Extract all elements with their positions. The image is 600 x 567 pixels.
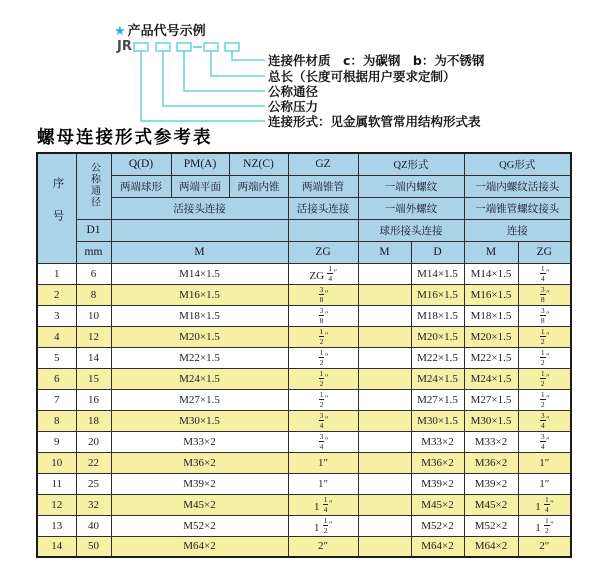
fraction: $\frac{1}{4}$	[323, 494, 328, 514]
cell-serial: 13	[37, 515, 76, 536]
fraction: $\frac{3}{4}$	[319, 431, 324, 451]
cell-nominal-diameter: 20	[76, 431, 111, 452]
inch-mark: ″	[550, 497, 554, 508]
cell-serial: 12	[37, 494, 76, 515]
inch-mark: ″	[333, 266, 337, 277]
cell-serial: 10	[37, 452, 76, 473]
cell-gz-thread	[288, 305, 358, 326]
cell-gz-thread: 1″	[288, 452, 358, 473]
fraction: $\frac{1}{2}$	[319, 326, 324, 346]
inch-mark: ″	[546, 329, 550, 340]
cell-m-thread: M30×1.5	[111, 410, 288, 431]
inch-mark: ″	[550, 518, 554, 529]
diagram-label-material: 连接件材质 c：为碳钢 b：为不锈钢	[268, 53, 485, 68]
cell-m-thread: M36×2	[111, 452, 288, 473]
cell-gz-thread	[288, 431, 358, 452]
cell-serial: 5	[37, 347, 76, 368]
header-cell-d1: D1	[76, 219, 111, 241]
inch-mark: ″	[324, 329, 328, 340]
header-cell-empty-left	[111, 219, 288, 241]
header-cell-qz-d: D	[411, 241, 464, 263]
cell-nominal-diameter: 32	[76, 494, 111, 515]
cell-serial: 9	[37, 431, 76, 452]
connector-line	[184, 51, 265, 91]
table-title: 螺母连接形式参考表	[37, 127, 213, 147]
diagram-label-diameter: 公称通径	[268, 84, 319, 99]
table-row	[37, 473, 571, 494]
cell-qz-m	[358, 368, 411, 389]
cell-qz-m	[358, 515, 411, 536]
table-row	[37, 515, 571, 536]
inch-mark: ″	[546, 434, 550, 445]
cell-qz-d: M14×1.5	[411, 263, 464, 284]
inch-mark: ″	[546, 392, 550, 403]
cell-serial: 3	[37, 305, 76, 326]
cell-qg-zg: 1″	[518, 473, 571, 494]
cell-qg-m: M14×1.5	[464, 263, 518, 284]
fraction: $\frac{3}{8}$	[319, 305, 324, 325]
cell-m-thread: M14×1.5	[111, 263, 288, 284]
diagram-title-text: 产品代号示例	[127, 24, 206, 39]
cell-serial: 6	[37, 368, 76, 389]
header-cell-nz-desc: 两端内锥	[229, 175, 288, 197]
cell-qg-zg: 1″	[518, 452, 571, 473]
cell-m-thread: M39×2	[111, 473, 288, 494]
header-cell-left-connection: 活接头连接	[111, 197, 288, 219]
header-cell-gz: GZ	[288, 153, 358, 175]
inch-mark: ″	[324, 308, 328, 319]
fraction: $\frac{3}{4}$	[540, 431, 545, 451]
fraction: $\frac{1}{2}$	[544, 515, 549, 535]
header-cell-pm-desc: 两端平面	[171, 175, 229, 197]
cell-qz-m	[358, 347, 411, 368]
fraction: $\frac{1}{2}$	[323, 515, 328, 535]
header-cell-qz-desc1: 一端内螺纹	[358, 175, 464, 197]
cell-gz-thread	[288, 389, 358, 410]
cell-gz-thread: 1 $\frac{1}{2}$ ″	[288, 515, 358, 536]
cell-nominal-diameter: 15	[76, 368, 111, 389]
inch-mark: ″	[546, 287, 550, 298]
cell-nominal-diameter: 25	[76, 473, 111, 494]
cell-qg-m: M24×1.5	[464, 368, 518, 389]
cell-qz-m	[358, 494, 411, 515]
fraction: $\frac{1}{2}$	[540, 389, 545, 409]
table-row	[37, 326, 571, 347]
cell-m-thread: M18×1.5	[111, 305, 288, 326]
table-row	[37, 452, 571, 473]
fraction: $\frac{1}{4}$	[328, 263, 333, 283]
cell-qz-d: M24×1.5	[411, 368, 464, 389]
cell-qz-m	[358, 473, 411, 494]
cell-qz-m	[358, 431, 411, 452]
fraction: $\frac{3}{8}$	[540, 305, 545, 325]
code-box	[156, 43, 170, 51]
fraction: $\frac{1}{4}$	[540, 263, 545, 283]
fraction: $\frac{1}{2}$	[319, 368, 324, 388]
cell-qz-d: M64×2	[411, 536, 464, 557]
cell-qg-zg	[518, 389, 571, 410]
cell-qg-zg	[518, 410, 571, 431]
fraction: $\frac{1}{2}$	[540, 368, 545, 388]
inch-mark: ″	[324, 392, 328, 403]
cell-qz-m	[358, 263, 411, 284]
header-cell-qg-zg: ZG	[518, 241, 571, 263]
cell-nominal-diameter: 14	[76, 347, 111, 368]
table-row	[37, 536, 571, 557]
fraction: $\frac{1}{4}$	[544, 494, 549, 514]
cell-nominal-diameter: 10	[76, 305, 111, 326]
cell-qg-zg	[518, 284, 571, 305]
product-code-prefix: JR	[117, 39, 132, 54]
header-cell-qg-connection: 连接	[464, 219, 571, 241]
cell-qz-m	[358, 452, 411, 473]
code-box	[204, 43, 218, 51]
header-cell-q: Q(D)	[111, 153, 171, 175]
cell-qg-m: M27×1.5	[464, 389, 518, 410]
header-cell-serial	[37, 153, 76, 263]
cell-nominal-diameter: 22	[76, 452, 111, 473]
cell-m-thread: M27×1.5	[111, 389, 288, 410]
cell-qz-m	[358, 326, 411, 347]
cell-m-thread: M22×1.5	[111, 347, 288, 368]
cell-gz-thread	[288, 368, 358, 389]
fraction: $\frac{3}{8}$	[319, 284, 324, 304]
header-cell-nominal-diameter	[76, 153, 111, 219]
cell-qz-m	[358, 410, 411, 431]
cell-qg-m: M20×1.5	[464, 326, 518, 347]
header-cell-qg-desc2: 一端锥管螺纹接头	[464, 197, 571, 219]
code-box	[225, 43, 239, 51]
header-cell-qz-form: QZ形式	[358, 153, 464, 175]
star-icon: ★	[114, 24, 126, 39]
cell-qg-m: M18×1.5	[464, 305, 518, 326]
cell-qg-zg: 1 $\frac{1}{2}$ ″	[518, 515, 571, 536]
cell-qz-m	[358, 536, 411, 557]
code-box	[177, 43, 191, 51]
fraction: $\frac{3}{8}$	[540, 284, 545, 304]
fraction: $\frac{1}{2}$	[540, 326, 545, 346]
table-row	[37, 305, 571, 326]
header-cell-empty-gz	[288, 219, 358, 241]
connector-line	[141, 51, 265, 121]
nut-connection-table	[36, 152, 572, 558]
cell-gz-thread	[288, 284, 358, 305]
cell-qz-d: M33×2	[411, 431, 464, 452]
cell-m-thread: M24×1.5	[111, 368, 288, 389]
table-row	[37, 410, 571, 431]
cell-qz-d: M20×1.5	[411, 326, 464, 347]
code-box	[134, 43, 148, 51]
fraction: $\frac{3}{4}$	[319, 410, 324, 430]
nominal-diameter-vertical-label: 公称通径	[88, 161, 100, 208]
cell-nominal-diameter: 6	[76, 263, 111, 284]
cell-qg-m: M52×2	[464, 515, 518, 536]
cell-qg-m: M45×2	[464, 494, 518, 515]
table-body	[37, 263, 571, 557]
header-cell-qz-m: M	[358, 241, 411, 263]
inch-mark: ″	[546, 308, 550, 319]
diagram-label-length: 总长（长度可根据用户要求定制）	[268, 69, 456, 84]
header-cell-qg-m: M	[464, 241, 518, 263]
cell-qz-m	[358, 389, 411, 410]
fraction: $\frac{1}{2}$	[540, 347, 545, 367]
cell-serial: 14	[37, 536, 76, 557]
table-row	[37, 494, 571, 515]
cell-m-thread: M16×1.5	[111, 284, 288, 305]
cell-qg-zg	[518, 431, 571, 452]
fraction: $\frac{1}{2}$	[319, 347, 324, 367]
fraction: $\frac{1}{2}$	[319, 389, 324, 409]
cell-qz-m	[358, 305, 411, 326]
header-cell-gz-desc: 两端锥管	[288, 175, 358, 197]
table-row	[37, 347, 571, 368]
cell-qg-zg: 2″	[518, 536, 571, 557]
header-cell-mm: mm	[76, 241, 111, 263]
cell-serial: 8	[37, 410, 76, 431]
header-cell-qg-form: QG形式	[464, 153, 571, 175]
cell-qz-d: M39×2	[411, 473, 464, 494]
table-row	[37, 389, 571, 410]
cell-serial: 7	[37, 389, 76, 410]
cell-qg-zg	[518, 326, 571, 347]
cell-qg-m: M36×2	[464, 452, 518, 473]
inch-mark: ″	[328, 518, 333, 529]
inch-mark: ″	[324, 413, 328, 424]
cell-nominal-diameter: 18	[76, 410, 111, 431]
cell-nominal-diameter: 8	[76, 284, 111, 305]
cell-nominal-diameter: 40	[76, 515, 111, 536]
inch-mark: ″	[324, 287, 328, 298]
inch-mark: ″	[546, 371, 550, 382]
cell-m-thread: M64×2	[111, 536, 288, 557]
header-cell-gz-connection: 活接头连接	[288, 197, 358, 219]
cell-gz-thread	[288, 410, 358, 431]
cell-gz-thread: 2″	[288, 536, 358, 557]
cell-nominal-diameter: 50	[76, 536, 111, 557]
cell-gz-thread: 1″	[288, 473, 358, 494]
cell-gz-thread: ZG $\frac{1}{4}$ ″	[288, 263, 358, 284]
cell-qg-m: M33×2	[464, 431, 518, 452]
connector-line	[232, 51, 265, 60]
inch-mark: ″	[546, 413, 550, 424]
header-cell-qg-desc1: 一端内螺纹活接头	[464, 175, 571, 197]
table-row	[37, 368, 571, 389]
header-cell-zg: ZG	[288, 241, 358, 263]
inch-mark: ″	[328, 497, 333, 508]
cell-nominal-diameter: 12	[76, 326, 111, 347]
cell-qg-zg	[518, 263, 571, 284]
inch-mark: ″	[324, 434, 328, 445]
connector-line	[211, 51, 265, 76]
table-row	[37, 263, 571, 284]
inch-mark: ″	[546, 266, 550, 277]
table-row	[37, 284, 571, 305]
cell-qz-d: M30×1.5	[411, 410, 464, 431]
cell-m-thread: M52×2	[111, 515, 288, 536]
cell-gz-thread	[288, 347, 358, 368]
cell-gz-thread	[288, 326, 358, 347]
cell-qg-m: M22×1.5	[464, 347, 518, 368]
cell-qg-zg	[518, 368, 571, 389]
cell-qz-d: M27×1.5	[411, 389, 464, 410]
cell-qz-d: M22×1.5	[411, 347, 464, 368]
header-cell-qz-connection: 球形接头连接	[358, 219, 464, 241]
fraction: $\frac{3}{4}$	[540, 410, 545, 430]
cell-qg-m: M30×1.5	[464, 410, 518, 431]
cell-qz-d: M52×2	[411, 515, 464, 536]
diagram-label-pressure: 公称压力	[268, 99, 319, 114]
cell-qg-zg	[518, 347, 571, 368]
cell-qz-d: M16×1.5	[411, 284, 464, 305]
header-cell-pm: PM(A)	[171, 153, 229, 175]
inch-mark: ″	[324, 371, 328, 382]
cell-nominal-diameter: 16	[76, 389, 111, 410]
inch-mark: ″	[324, 350, 328, 361]
cell-m-thread: M20×1.5	[111, 326, 288, 347]
cell-qg-m: M16×1.5	[464, 284, 518, 305]
cell-m-thread: M45×2	[111, 494, 288, 515]
cell-serial: 2	[37, 284, 76, 305]
cell-qg-m: M64×2	[464, 536, 518, 557]
header-cell-m: M	[111, 241, 288, 263]
cell-gz-thread: 1 $\frac{1}{4}$ ″	[288, 494, 358, 515]
cell-qz-m	[358, 284, 411, 305]
cell-qg-zg	[518, 305, 571, 326]
cell-serial: 11	[37, 473, 76, 494]
header-cell-qz-desc2: 一端外螺纹	[358, 197, 464, 219]
cell-serial: 4	[37, 326, 76, 347]
header-cell-q-desc: 两端球形	[111, 175, 171, 197]
diagram-label-connection: 连接形式：见金属软管常用结构形式表	[268, 114, 481, 129]
cell-qz-d: M36×2	[411, 452, 464, 473]
cell-serial: 1	[37, 263, 76, 284]
serial-vertical-label: 序号	[51, 176, 64, 241]
cell-qg-zg: 1 $\frac{1}{4}$ ″	[518, 494, 571, 515]
cell-qz-d: M45×2	[411, 494, 464, 515]
inch-mark: ″	[546, 350, 550, 361]
cell-m-thread: M33×2	[111, 431, 288, 452]
table-row	[37, 431, 571, 452]
cell-qz-d: M18×1.5	[411, 305, 464, 326]
cell-qg-m: M39×2	[464, 473, 518, 494]
header-cell-nz: NZ(C)	[229, 153, 288, 175]
